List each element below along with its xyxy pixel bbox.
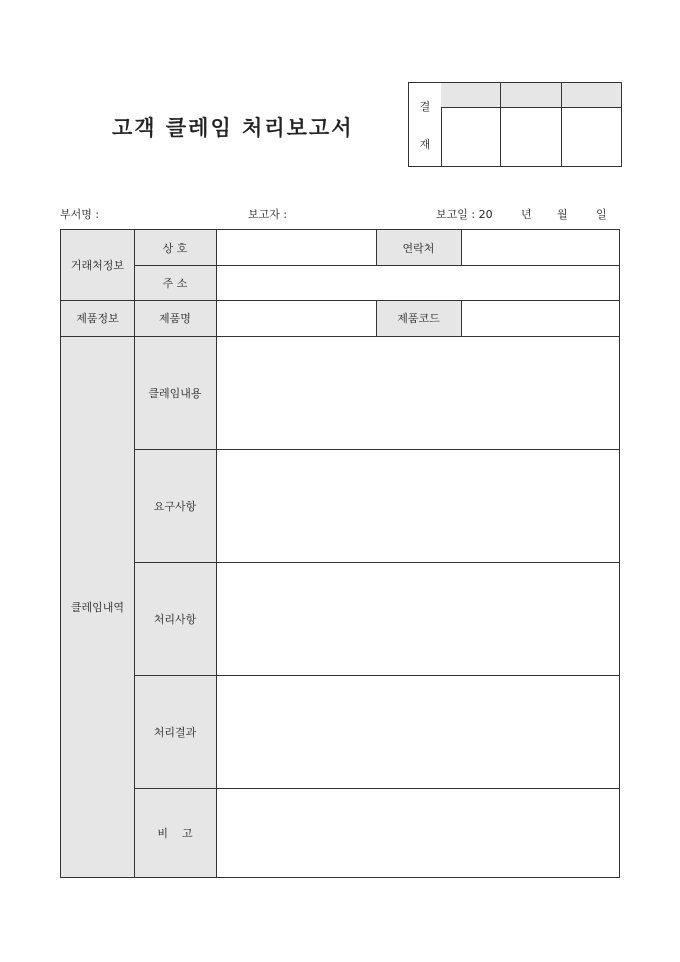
product-code-label: 제품코드 bbox=[376, 300, 461, 336]
address-label: 주 소 bbox=[134, 265, 216, 300]
handling-field[interactable] bbox=[217, 562, 619, 675]
approval-sign-2[interactable] bbox=[501, 108, 562, 166]
approval-box bbox=[408, 82, 622, 167]
remarks-field[interactable] bbox=[217, 788, 619, 877]
grid-line bbox=[461, 230, 462, 265]
product-name-field[interactable] bbox=[217, 300, 376, 336]
approval-label-top: 결 bbox=[419, 99, 431, 113]
approval-header-2 bbox=[501, 83, 562, 108]
year-label: 년 bbox=[521, 208, 532, 221]
claim-report-table bbox=[60, 229, 620, 878]
reporter-label: 보고자 : bbox=[248, 208, 288, 221]
grid-line bbox=[376, 300, 377, 336]
approval-sign-1[interactable] bbox=[441, 108, 501, 166]
grid-line bbox=[61, 336, 619, 337]
grid-line bbox=[134, 562, 619, 563]
page-title: 고객 클레임 처리보고서 bbox=[112, 115, 354, 140]
grid-line bbox=[134, 449, 619, 450]
month-label: 월 bbox=[557, 208, 568, 221]
department-label: 부서명 : bbox=[60, 208, 100, 221]
company-name-label: 상 호 bbox=[134, 230, 216, 265]
grid-line bbox=[134, 788, 619, 789]
result-label: 처리결과 bbox=[134, 675, 216, 788]
approval-sign-3[interactable] bbox=[562, 108, 621, 166]
grid-line bbox=[461, 300, 462, 336]
claim-details-label: 클레임내역 bbox=[61, 336, 134, 877]
grid-line bbox=[61, 300, 619, 301]
product-name-label: 제품명 bbox=[134, 300, 216, 336]
claim-content-field[interactable] bbox=[217, 336, 619, 449]
product-code-field[interactable] bbox=[462, 300, 619, 336]
result-field[interactable] bbox=[217, 675, 619, 788]
report-date-label: 보고일 : 20 bbox=[436, 208, 493, 221]
product-info-label: 제품정보 bbox=[61, 300, 134, 336]
address-field[interactable] bbox=[217, 265, 619, 300]
handling-label: 처리사항 bbox=[134, 562, 216, 675]
grid-line bbox=[134, 265, 619, 266]
approval-label bbox=[409, 83, 442, 166]
approval-header-1 bbox=[441, 83, 501, 108]
request-field[interactable] bbox=[217, 449, 619, 562]
approval-header-3 bbox=[562, 83, 621, 108]
client-info-label: 거래처정보 bbox=[61, 230, 134, 300]
grid-line bbox=[216, 230, 217, 877]
grid-line bbox=[134, 675, 619, 676]
request-label: 요구사항 bbox=[134, 449, 216, 562]
approval-label-bottom: 재 bbox=[419, 137, 431, 151]
contact-label: 연락처 bbox=[376, 230, 461, 265]
grid-line bbox=[376, 230, 377, 265]
day-label: 일 bbox=[596, 208, 607, 221]
contact-field[interactable] bbox=[462, 230, 619, 265]
grid-line bbox=[134, 230, 135, 877]
claim-content-label: 클레임내용 bbox=[134, 336, 216, 449]
remarks-label: 비 고 bbox=[134, 788, 216, 877]
company-name-field[interactable] bbox=[217, 230, 376, 265]
